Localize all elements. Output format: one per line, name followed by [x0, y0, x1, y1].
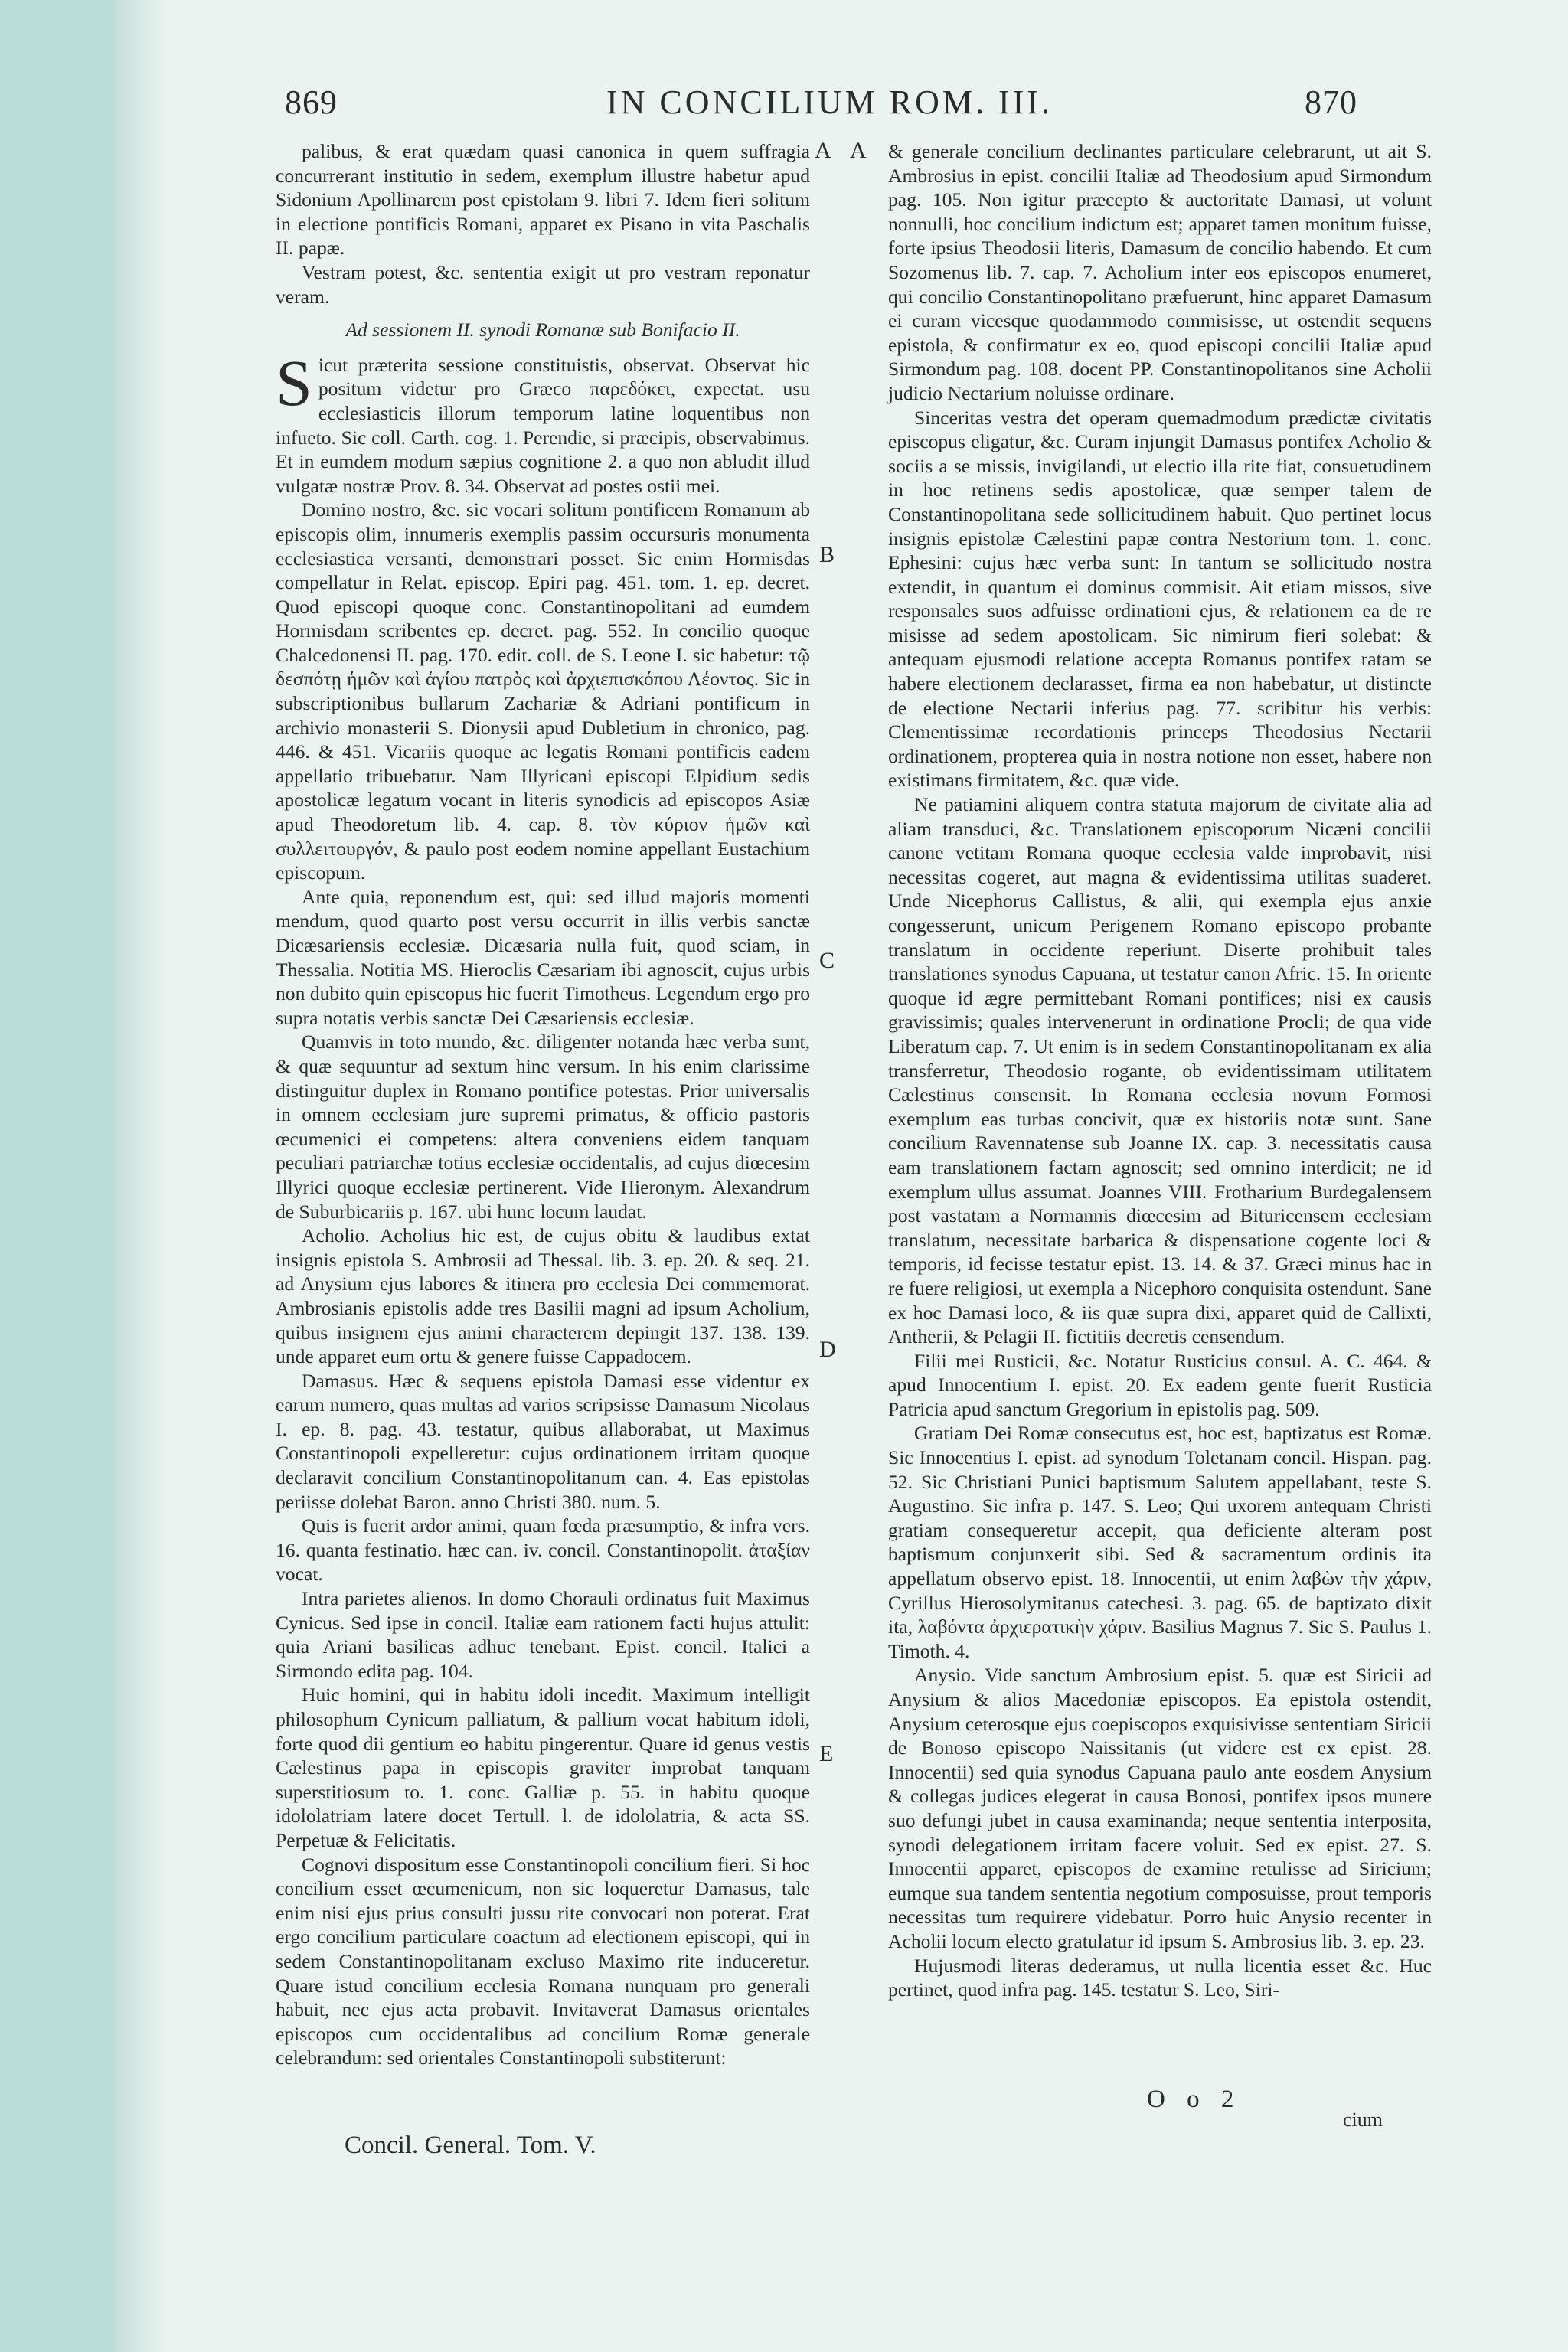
catchword: cium: [1343, 2109, 1383, 2131]
paragraph-text: icut præterita sessione constituistis, observat. Observat hic positum videtur pro Græco παρεδόκει, expectat. usu ecclesiasticis illorum temporum latine loquentibus non infueto. Sic coll. Carth. cog. 1. Perendie, si præcipis, observabimus. Et in eumdem modum sæpius cognitione 2. a quo non abludit illud vulgatæ nostræ Prov. 8. 34. Observat ad postes ostii mei.: [276, 353, 810, 497]
running-title: IN CONCILIUM ROM. III.: [606, 83, 1053, 121]
paragraph: Filii mei Rusticii, &c. Notatur Rusticius consul. A. C. 464. & apud Innocentium I. epist. 20. Ex eadem gente fuerit Rusticia Patricia apud sanctum Gregorium in epistolis pag. 509.: [888, 1349, 1432, 1420]
margin-letter-a: A: [815, 138, 831, 163]
right-column: [888, 139, 1432, 2002]
paragraph: Hujusmodi literas dederamus, ut nulla licentia esset &c. Huc pertinet, quod infra pag. 145. testatur S. Leo, Siri-: [888, 1954, 1432, 2001]
paragraph: Ante quia, reponendum est, qui: sed illud majoris momenti mendum, quod quarto post versu occurrit in illis verbis sanctæ Dicæsariensis ecclesiæ. Dicæsaria nulla fuit, quod sciam, in Thessalia. Notitia MS. Hieroclis Cæsariam ibi agnoscit, cujus urbis non dubito quin episcopus hic fuerit Timotheus. Legendum ergo pro supra notatis verbis sanctæ Dei Cæsariensis ecclesiæ.: [276, 885, 810, 1029]
paragraph: Quamvis in toto mundo, &c. diligenter notanda hæc verba sunt, & quæ sequuntur ad sextum hinc versum. In his enim clarissime distinguitur duplex in Romano pontifice potestas. Prior universalis in omnem ecclesiam jure supremi primatus, & officio pastoris œcumenici ei competens: altera conveniens eidem tanquam peculiari patriarchæ totius ecclesiæ occidentalis, ad cujus diœcesim Illyrici quoque ecclesiæ pertinerent. Vide Hieronym. Alexandrum de Suburbicariis p. 167. ubi hunc locum laudat.: [276, 1031, 810, 1223]
paragraph: Quis is fuerit ardor animi, quam fœda præsumptio, & infra vers. 16. quanta festinatio. hæc can. iv. concil. Constantinopolit. ἀταξίαν vocat.: [276, 1514, 810, 1586]
page-number-left: 869: [285, 83, 338, 121]
paragraph: Domino nostro, &c. sic vocari solitum pontificem Romanum ab episcopis olim, innumeris exemplis passim occursuris monumenta ecclesiastica versanti, demonstrari posset. Sic enim Hormisdas compellatur in Relat. episcop. Epiri pag. 451. tom. 1. ep. decret. Quod episcopi quoque conc. Constantinopolitani ad eumdem Hormisdam scribentes ep. decret. pag. 552. In concilio quoque Chalcedonensi II. pag. 170. edit. coll. de S. Leone I. sic habetur: τῷ δεσπότῃ ἡμῶν καὶ ἁγίου πατρὸς καὶ ἀρχιεπισκόπου Λέοντος. Sic in subscriptionibus bullarum Zachariæ & Adriani pontificum in archivio monasterii S. Dionysii apud Dubletium in chronico, pag. 446. & 451. Vicariis quoque ac legatis Romani pontificis eadem appellatio tribuebatur. Nam Illyricani episcopi Elpidium sedis apostolicæ legatum vocant in literis synodicis ad episcopos Asiæ apud Theodoretum lib. 4. cap. 8. τὸν κύριον ἡμῶν καὶ συλλειτουργόν, & paulo post eodem nomine appellant Eustachium episcopum.: [276, 498, 810, 884]
paragraph: Acholio. Acholius hic est, de cujus obitu & laudibus extat insignis epistola S. Ambrosii ad Thessal. lib. 3. ep. 20. & seq. 21. ad Anysium ejus labores & itinera pro ecclesia Dei commemorat. Ambrosianis epistolis adde tres Basilii magni ad ipsum Acholium, quibus insignem ejus animi characterem depingit 137. 138. 139. unde apparet eum ortu & genere fuisse Cappadocem.: [276, 1224, 810, 1368]
page-gutter: [115, 0, 168, 2352]
paragraph: Sinceritas vestra det operam quemadmodum prædictæ civitatis episcopus eligatur, &c. Curam injungit Damasus pontifex Acholio & sociis a se missis, invigilandi, ut electio illa rite fiat, consuetudinem in hoc retinens sedis apostolicæ, quæ semper talem de Constantinopolitana sede sollicitudinem habuit. Quo pertinet locus insignis epistolæ Cælestini papæ contra Nestorium tom. 1. conc. Ephesini: cujus hæc verba sunt: In tantum se sollicitudo nostra extendit, in quantum ei dominus commisit. Ait etiam missos, sive responsales suos adfuisse ordinationi ejus, & relationem ea de re misisse ad sedem apostolicam. Sic nimirum fieri solebat: & antequam ejusmodi relatione accepta Romanus pontifex ratam se habere electionem declarasset, firma ea non habebatur, ut distincte de electione Nectarii inferius pag. 77. scribitur his verbis: Clementissimæ recordationis princeps Theodosius Nectarii ordinationem, propterea quia in nostra notione non esset, habere non existimans firmitatem, &c. quæ vide.: [888, 406, 1432, 792]
paragraph: Gratiam Dei Romæ consecutus est, hoc est, baptizatus est Romæ. Sic Innocentius I. epist. ad synodum Toletanam concil. Hispan. pag. 52. Sic Christiani Punici baptismum Salutem appellabant, teste S. Augustino. Sic infra p. 147. S. Leo; Qui uxorem antequam Christi gratiam consequeretur accepit, qua deficiente alteram post baptismum conjunxerit sibi. Sed & sacramentum ordinis ita appellatum observo epist. 18. Innocentii, ut enim λαβὼν τὴν χάριν, Cyrillus Hierosolymitanus catechesi. 3. pag. 65. de baptizato dixit ita, λαβόντα ἀρχιερατικὴν χάριν. Basilius Magnus 7. Sic S. Paulus 1. Timoth. 4.: [888, 1422, 1432, 1662]
paragraph: Ne patiamini aliquem contra statuta majorum de civitate alia ad aliam transduci, &c. Translationem episcoporum Nicæni concilii canone vetitam Romana quoque ecclesia valde improbavit, nisi necessitas cogeret, aut magna & evidentissima utilitas suaderet. Unde Nicephorus Callistus, & alii, qui exempla ejus anxie congesserunt, unicum Perigenem Romano episcopo probante translatum in occidente reperiunt. Diserte prohibuit tales translationes synodus Capuana, ut testatur canon Afric. 15. In oriente quoque id ægre permittebant Romani pontifices; nisi ex causis gravissimis; quales intervenerunt in ordinatione Procli; de qua vide Liberatum cap. 7. Ut enim is in sedem Constantinopolitanam ex alia transferretur, Theodosio rogante, ob evidentissimam utilitatem Cælestinus consensit. In Romana ecclesia novum Formosi exemplum eas turbas concivit, quæ ex historiis notæ sunt. Sane concilium Ravennatense sub Joanne IX. cap. 3. necessitatis causa eam translationem factam agnoscit; sed omnino interdicit; ne id exemplum ullus assumat. Joannes VIII. Frotharium Burdegalensem post vastatam a Normannis diœcesim ad Bituricensem ecclesiam translatum, necessitate barbarica & dispensatione cogente loci & temporis, id fecisse testatur epist. 13. 14. & 37. Græci minus hac in re fuere religiosi, ut exempla a Nicephoro conquisita ostendunt. Sane ex hoc Damasi loco, & iis quæ supra dixi, apparet quid de Callixti, Antherii, & Pelagii II. fictitiis decretis censendum.: [888, 793, 1432, 1348]
paragraph: palibus, & erat quædam quasi canonica in quem suffragia concurrerant institutio in sedem, exemplum illustre habetur apud Sidonium Apollinarem post epistolam 9. libri 7. Idem fieri solitum in electione pontificis Romani, apparet ex Pisano in vita Paschalis II. papæ.: [276, 140, 810, 260]
margin-letter-d: D: [819, 1337, 836, 1362]
paragraph-dropcap: [276, 345, 810, 498]
margin-letter-c: C: [819, 948, 835, 973]
paragraph: Cognovi dispositum esse Constantinopoli concilium fieri. Si hoc concilium esset œcumenicum, non sic loqueretur Damasus, tale enim nisi ejus prius consulti jussu rite convocari non poterat. Erat ergo concilium particulare coactum ad electionem episcopi, qui in sedem Constantinopolitanam excluso Maximo rite induceretur. Quare istud concilium ecclesia Romana nunquam pro generali habuit, nec ejus acta probavit. Invitaverat Damasus orientales episcopos cum occidentalibus ad concilium Romæ generale celebrandum: sed orientales Constantinopoli substiterunt:: [276, 1853, 810, 2069]
margin-letter-e: E: [819, 1741, 834, 1766]
paragraph: Damasus. Hæc & sequens epistola Damasi esse videntur ex earum numero, quas multas ad varios scripsisse Damasum Nicolaus I. ep. 8. pag. 43. testatur, quibus allaborabat, ut Maximus Constantinopoli expelleretur: cujus ordinationem irritam quoque declaravit concilium Constantinopolitanum can. 4. Eas epistolas periisse dolebat Baron. anno Christi 380. num. 5.: [276, 1369, 810, 1513]
margin-letter-a-right: A: [850, 138, 867, 163]
signature-mark: O o 2: [1147, 2086, 1242, 2113]
left-column: [276, 139, 810, 2070]
drop-capital: S: [276, 345, 312, 420]
paragraph: Vestram potest, &c. sententia exigit ut pro vestram reponatur veram.: [276, 260, 810, 308]
paragraph: Intra parietes alienos. In domo Chorauli ordinatus fuit Maximus Cynicus. Sed ipse in concil. Italiæ eam rationem facti hujus attulit: quia Ariani basilicas adhuc tenebant. Epist. concil. Italici a Sirmondo edita pag. 104.: [276, 1587, 810, 1682]
book-page: [115, 0, 1568, 2352]
paragraph: Anysio. Vide sanctum Ambrosium epist. 5. quæ est Siricii ad Anysium & alios Macedoniæ episcopos. Ea epistola ostendit, Anysium ceterosque ejus coepiscopos exquisivisse sententiam Siricii de Bonoso episcopo Naissitanis (ut videre est ex epist. 28. Innocentii) sed quia synodus Capuana paulo ante eosdem Anysium & collegas judices elegerat in causa Bonosi, pontifex ipsos munere suo defungi jubet in causa examinanda; neque sententia interposita, synodi delegationem irritam facere voluit. Sed ex epist. 27. S. Innocentii apparet, episcopos de examine retulisse ad Siricium; eumque sua tandem sententia negotium composuisse, prout temporis necessitas tum requirere videbatur. Porro huic Anysio recenter in Acholii locum electo gratulatur id ipsum S. Ambrosius lib. 3. ep. 23.: [888, 1664, 1432, 1952]
paragraph: Huic homini, qui in habitu idoli incedit. Maximum intelligit philosophum Cynicum palliatum, & pallium vocat habitum idoli, forte quod dii gentium eo habitu pingerentur. Quare id genus vestis Cælestinus papa in episcopis graviter improbat tanquam superstitiosum to. 1. conc. Galliæ p. 55. in habitu quoque idololatriam latere docet Tertull. l. de idololatria, & acta SS. Perpetuæ & Felicitatis.: [276, 1684, 810, 1851]
margin-letter-b: B: [819, 542, 835, 567]
section-heading: Ad sessionem II. synodi Romanæ sub Bonifacio II.: [345, 318, 740, 341]
volume-footer: Concil. General. Tom. V.: [345, 2132, 596, 2159]
paragraph: & generale concilium declinantes particulare celebrarunt, ut ait S. Ambrosius in epist. concilii Italiæ ad Theodosium apud Sirmondum pag. 105. Non igitur præcepto & auctoritate Damasi, ut volunt nonnulli, hoc concilium indictum est; apparet tamen monitum fuisse, forte ipsius Theodosii literis, Damasum de concilio habendo. Et cum Sozomenus lib. 7. cap. 7. Acholium inter eos episcopos enumeret, qui concilio Constantinopolitano præfuerunt, hinc apparet Damasum ei curam vicesque quodammodo commisisse, ut ostendit sequens epistola, & confirmatur ex eo, quod episcopi concilii Italiæ apud Sirmondum pag. 108. docent PP. Constantinopolitanos sine Acholii judicio Nectarium noluisse ordinare.: [888, 140, 1432, 404]
page-number-right: 870: [1305, 83, 1357, 121]
